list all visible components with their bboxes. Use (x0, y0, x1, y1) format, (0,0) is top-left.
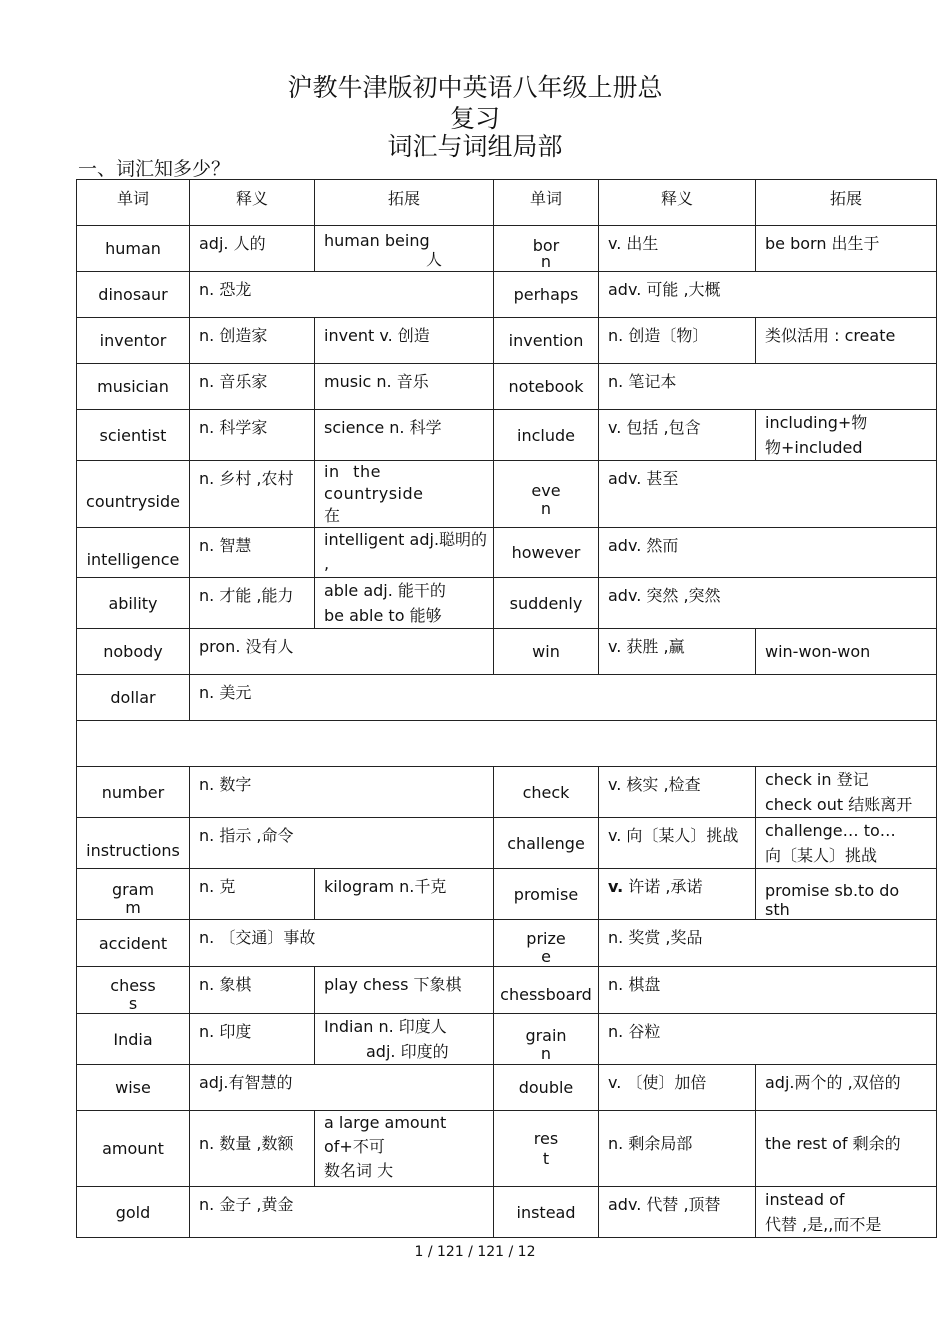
header-meaning: 释义 (599, 180, 756, 226)
table-row (77, 967, 937, 1014)
meaning-cell: adv. 突然 ,突然 (599, 578, 937, 629)
meaning-cell: n. 美元 (190, 675, 937, 721)
meaning-cell: n. 克 (190, 869, 315, 920)
word-cell (494, 1111, 599, 1187)
meaning-cell: v. 〔使〕加倍 (599, 1065, 756, 1111)
meaning-cell: adj.有智慧的 (190, 1065, 494, 1111)
word-cell (494, 920, 599, 967)
section-heading: 一、词汇知多少？ (78, 158, 231, 180)
table-row (77, 461, 937, 528)
word-part: s (128, 994, 138, 1013)
word-cell: India (77, 1014, 190, 1065)
table-row-empty (77, 721, 937, 767)
table-row (77, 675, 937, 721)
extension-line: instead of (765, 1190, 845, 1209)
meaning-cell: n. 棋盘 (599, 967, 937, 1014)
meaning-pos: v. (608, 877, 624, 896)
word-cell: gold (77, 1187, 190, 1238)
table-row (77, 364, 937, 410)
word-cell: suddenly (494, 578, 599, 629)
meaning-cell: n. 乡村 ,农村 (190, 461, 315, 528)
extension-line: 向〔某人〕挑战 (765, 846, 878, 865)
extension-line: challenge… to… (765, 821, 896, 840)
table-row (77, 818, 937, 869)
word-part: n (540, 1044, 552, 1063)
header-row (77, 180, 937, 226)
extension-cell: 类似活用 : create (756, 318, 937, 364)
word-cell: amount (77, 1111, 190, 1187)
word-cell: musician (77, 364, 190, 410)
meaning-cell: n. 智慧 (190, 528, 315, 578)
extension-cell (756, 1187, 937, 1238)
header-word: 单词 (494, 180, 599, 226)
table-row (77, 629, 937, 675)
extension-cell (315, 1111, 494, 1187)
word-cell (494, 461, 599, 528)
word-cell: scientist (77, 410, 190, 461)
word-cell: however (494, 528, 599, 578)
word-part: eve (531, 481, 561, 500)
extension-line: of+不可 (324, 1137, 385, 1156)
extension-cell: adj.两个的 ,双倍的 (756, 1065, 937, 1111)
header-extension: 拓展 (315, 180, 494, 226)
meaning-cell: adj. 人的 (190, 226, 315, 272)
extension-cell: win-won-won (756, 629, 937, 675)
table-row (77, 272, 937, 318)
word-cell (77, 967, 190, 1014)
page-footer: 1 / 121 / 121 / 12 (414, 1244, 536, 1260)
table-row (77, 869, 937, 920)
word-cell: double (494, 1065, 599, 1111)
empty-cell (77, 721, 937, 767)
meaning-cell: n. 科学家 (190, 410, 315, 461)
word-part: bor (532, 235, 560, 255)
extension-line: 代替 ,是,,而不是 (765, 1215, 882, 1234)
meaning-cell: adv. 可能 ,大概 (599, 272, 937, 318)
meaning-cell: adv. 甚至 (599, 461, 937, 528)
meaning-cell: n. 创造家 (190, 318, 315, 364)
extension-cell (756, 818, 937, 869)
word-part: countryside (86, 491, 180, 511)
extension-line: in the countryside (324, 462, 424, 503)
table-row (77, 528, 937, 578)
extension-line: check in 登记 (765, 770, 869, 789)
extension-cell (756, 869, 937, 920)
word-part: res (533, 1128, 559, 1148)
meaning-cell: n. 印度 (190, 1014, 315, 1065)
word-cell (77, 528, 190, 578)
word-cell: invention (494, 318, 599, 364)
extension-line: 数名词 大 (324, 1161, 394, 1180)
table-row (77, 1187, 937, 1238)
word-cell (494, 1014, 599, 1065)
word-cell: challenge (494, 818, 599, 869)
word-cell: perhaps (494, 272, 599, 318)
meaning-cell: n. 〔交通〕事故 (190, 920, 494, 967)
extension-cell: invent v. 创造 (315, 318, 494, 364)
meaning-cell: n. 创造〔物〕 (599, 318, 756, 364)
extension-line: intelligent adj.聪明的 (324, 530, 488, 549)
table-row (77, 1111, 937, 1187)
word-part: prize (526, 929, 566, 948)
word-cell: wise (77, 1065, 190, 1111)
word-cell: dinosaur (77, 272, 190, 318)
word-part: intelligence (86, 550, 180, 569)
extension-line: check out 结账离开 (765, 795, 913, 814)
extension-line: able adj. 能干的 (324, 581, 446, 600)
meaning-cell: n. 数字 (190, 767, 494, 818)
meaning-cell: v. 包括 ,包含 (599, 410, 756, 461)
meaning-cell: adv. 然而 (599, 528, 937, 578)
extension-line: 物+included (765, 438, 863, 457)
word-part: grain (525, 1026, 567, 1045)
word-part: e (541, 947, 551, 966)
word-cell: notebook (494, 364, 599, 410)
meaning-cell: n. 象棋 (190, 967, 315, 1014)
extension-cell: the rest of 剩余的 (756, 1111, 937, 1187)
meaning-cell: v. 向〔某人〕挑战 (599, 818, 756, 869)
extension-line: human being (324, 231, 430, 250)
vocabulary-table (76, 179, 937, 1238)
meaning-cell: adv. 代替 ,顶替 (599, 1187, 756, 1238)
word-cell: number (77, 767, 190, 818)
extension-line: Indian n. 印度人 (324, 1017, 447, 1036)
meaning-cell: n. 恐龙 (190, 272, 494, 318)
word-part: chess (110, 976, 156, 995)
extension-line: 在 (324, 506, 341, 525)
extension-line: , (324, 554, 330, 573)
extension-cell: kilogram n.千克 (315, 869, 494, 920)
word-cell: win (494, 629, 599, 675)
meaning-cell: v. 核实 ,检查 (599, 767, 756, 818)
extension-line: promise sb.to do (765, 881, 900, 900)
word-cell (77, 461, 190, 528)
extension-cell (315, 226, 494, 272)
extension-cell: science n. 科学 (315, 410, 494, 461)
extension-cell (315, 528, 494, 578)
meaning-cell: n. 才能 ,能力 (190, 578, 315, 629)
extension-cell: be born 出生于 (756, 226, 937, 272)
header-meaning: 释义 (190, 180, 315, 226)
extension-cell (315, 578, 494, 629)
meaning-text: 许诺 ,承诺 (623, 877, 703, 896)
table-row (77, 1065, 937, 1111)
extension-cell (315, 461, 494, 528)
word-part: instructions (86, 840, 180, 860)
table-row (77, 1014, 937, 1065)
word-part: n (540, 499, 552, 518)
word-cell: nobody (77, 629, 190, 675)
extension-line: adj. 印度的 (366, 1042, 449, 1061)
title-line-3: 词汇与词组局部 (387, 132, 563, 161)
extension-line: including+物 (765, 413, 868, 432)
word-part: t (542, 1148, 550, 1168)
meaning-cell: n. 剩余局部 (599, 1111, 756, 1187)
word-cell: check (494, 767, 599, 818)
table-row (77, 578, 937, 629)
word-cell (494, 226, 599, 272)
word-cell (494, 967, 599, 1014)
word-cell: inventor (77, 318, 190, 364)
meaning-cell: n. 数量 ,数额 (190, 1111, 315, 1187)
title-line-2: 复习 (449, 104, 500, 133)
word-part: chessboard (500, 985, 592, 1004)
extension-cell (315, 1014, 494, 1065)
extension-cell: play chess 下象棋 (315, 967, 494, 1014)
meaning-cell: n. 指示 ,命令 (190, 818, 494, 869)
word-cell (77, 869, 190, 920)
meaning-cell (599, 869, 756, 920)
word-cell (77, 818, 190, 869)
header-extension: 拓展 (756, 180, 937, 226)
meaning-cell: pron. 没有人 (190, 629, 494, 675)
meaning-cell: v. 获胜 ,赢 (599, 629, 756, 675)
word-cell: include (494, 410, 599, 461)
table-row (77, 226, 937, 272)
word-cell: accident (77, 920, 190, 967)
extension-line: sth (765, 900, 790, 919)
meaning-cell: n. 金子 ,黄金 (190, 1187, 494, 1238)
table-row (77, 920, 937, 967)
word-cell: instead (494, 1187, 599, 1238)
table-row (77, 318, 937, 364)
extension-cell: music n. 音乐 (315, 364, 494, 410)
meaning-cell: v. 出生 (599, 226, 756, 272)
word-part: n (540, 251, 552, 271)
extension-line: be able to 能够 (324, 606, 442, 625)
extension-cell (756, 410, 937, 461)
meaning-cell: n. 谷粒 (599, 1014, 937, 1065)
word-cell: promise (494, 869, 599, 920)
title-line-1: 沪教牛津版初中英语八年级上册总 (287, 73, 663, 102)
word-part: gram (111, 880, 155, 899)
extension-line: 人 (426, 250, 443, 269)
word-cell: dollar (77, 675, 190, 721)
meaning-cell: n. 奖赏 ,奖品 (599, 920, 937, 967)
meaning-cell: n. 笔记本 (599, 364, 937, 410)
meaning-cell: n. 音乐家 (190, 364, 315, 410)
header-word: 单词 (77, 180, 190, 226)
table-row (77, 410, 937, 461)
word-cell: ability (77, 578, 190, 629)
extension-line: a large amount (324, 1113, 447, 1132)
table-row (77, 767, 937, 818)
extension-cell (756, 767, 937, 818)
word-cell: human (77, 226, 190, 272)
word-part: m (125, 898, 141, 917)
